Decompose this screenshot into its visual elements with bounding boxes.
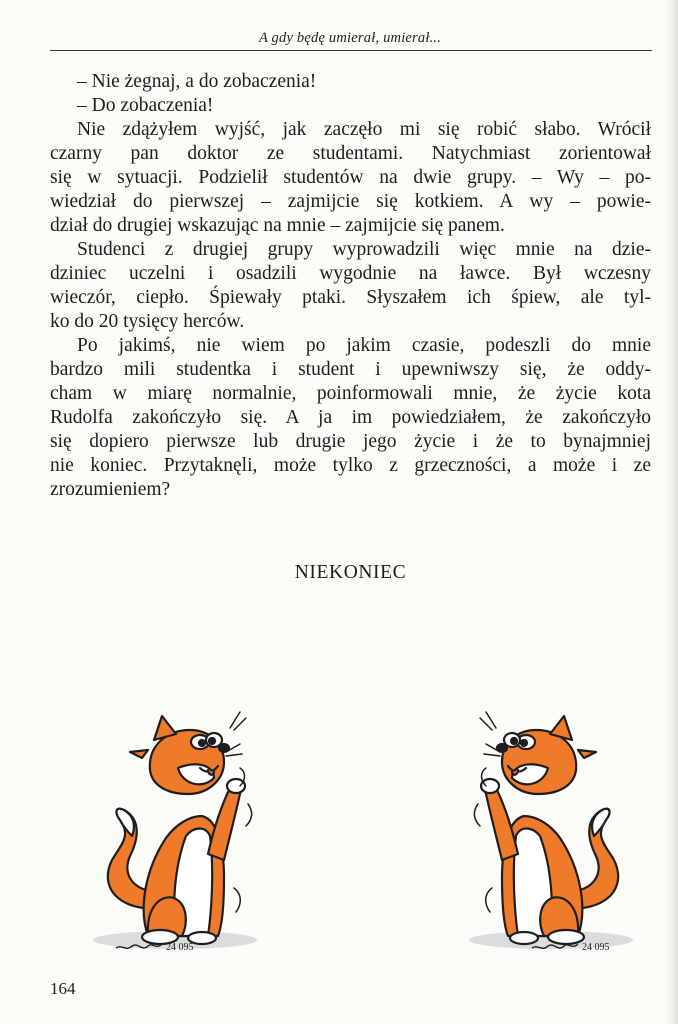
text-line: czarny pan doktor ze studentami. Natychmiast zorientował xyxy=(50,143,651,164)
dialogue-line: – Do zobaczenia! xyxy=(77,95,214,116)
cat-illustration-right xyxy=(436,708,636,970)
body-text xyxy=(50,70,651,502)
text-line: się dopiero pierwsze lub drugie jego życie i że to bynajmniej xyxy=(50,431,651,452)
text-line: ko do 20 tysięcy herców. xyxy=(50,311,245,332)
text-line: nie koniec. Przytaknęli, może tylko z grzeczności, a może i ze xyxy=(50,455,651,476)
text-line: dział do drugiej wskazując na mnie – zajmijcie się panem. xyxy=(50,215,505,236)
cat-drawing xyxy=(93,712,257,949)
header-rule xyxy=(50,50,652,51)
signature-number: 24 095 xyxy=(582,942,610,953)
text-line: dziniec uczelni i osadzili wygodnie na ławce. Był wczesny xyxy=(50,263,651,284)
cat-illustration-left xyxy=(90,708,290,970)
signature-number: 24 095 xyxy=(166,942,194,953)
text-line: bardzo mili studentka i student i upewniwszy się, że oddy- xyxy=(50,359,651,380)
text-line: cham w miarę normalnie, poinformowali mnie, że życie kota xyxy=(50,383,651,404)
text-line: Studenci z drugiej grupy wyprowadzili więc mnie na dzie- xyxy=(77,239,651,260)
page-edge-shadow xyxy=(666,0,678,1024)
text-line: wieczór, ciepło. Śpiewały ptaki. Słyszałem ich śpiew, ale tyl- xyxy=(50,287,651,308)
running-head: A gdy będę umierał, umierał... xyxy=(258,30,442,46)
text-line: Rudolfa zakończyło się. A ja im powiedziałem, że zakończyło xyxy=(50,407,651,428)
text-line: wiedział do pierwszej – zajmijcie się kotkiem. A wy – powie- xyxy=(50,191,651,212)
text-line: się w sytuacji. Podzielił studentów na dwie grupy. – Wy – po- xyxy=(50,167,651,188)
text-line: zrozumieniem? xyxy=(50,479,171,500)
ending-heading: NIEKONIEC xyxy=(294,562,407,583)
dialogue-line: – Nie żegnaj, a do zobaczenia! xyxy=(77,71,317,92)
text-line: Po jakimś, nie wiem po jakim czasie, podeszli do mnie xyxy=(77,335,651,356)
text-line: Nie zdążyłem wyjść, jak zaczęło mi się robić słabo. Wrócił xyxy=(77,119,651,140)
page-number: 164 xyxy=(50,979,76,998)
